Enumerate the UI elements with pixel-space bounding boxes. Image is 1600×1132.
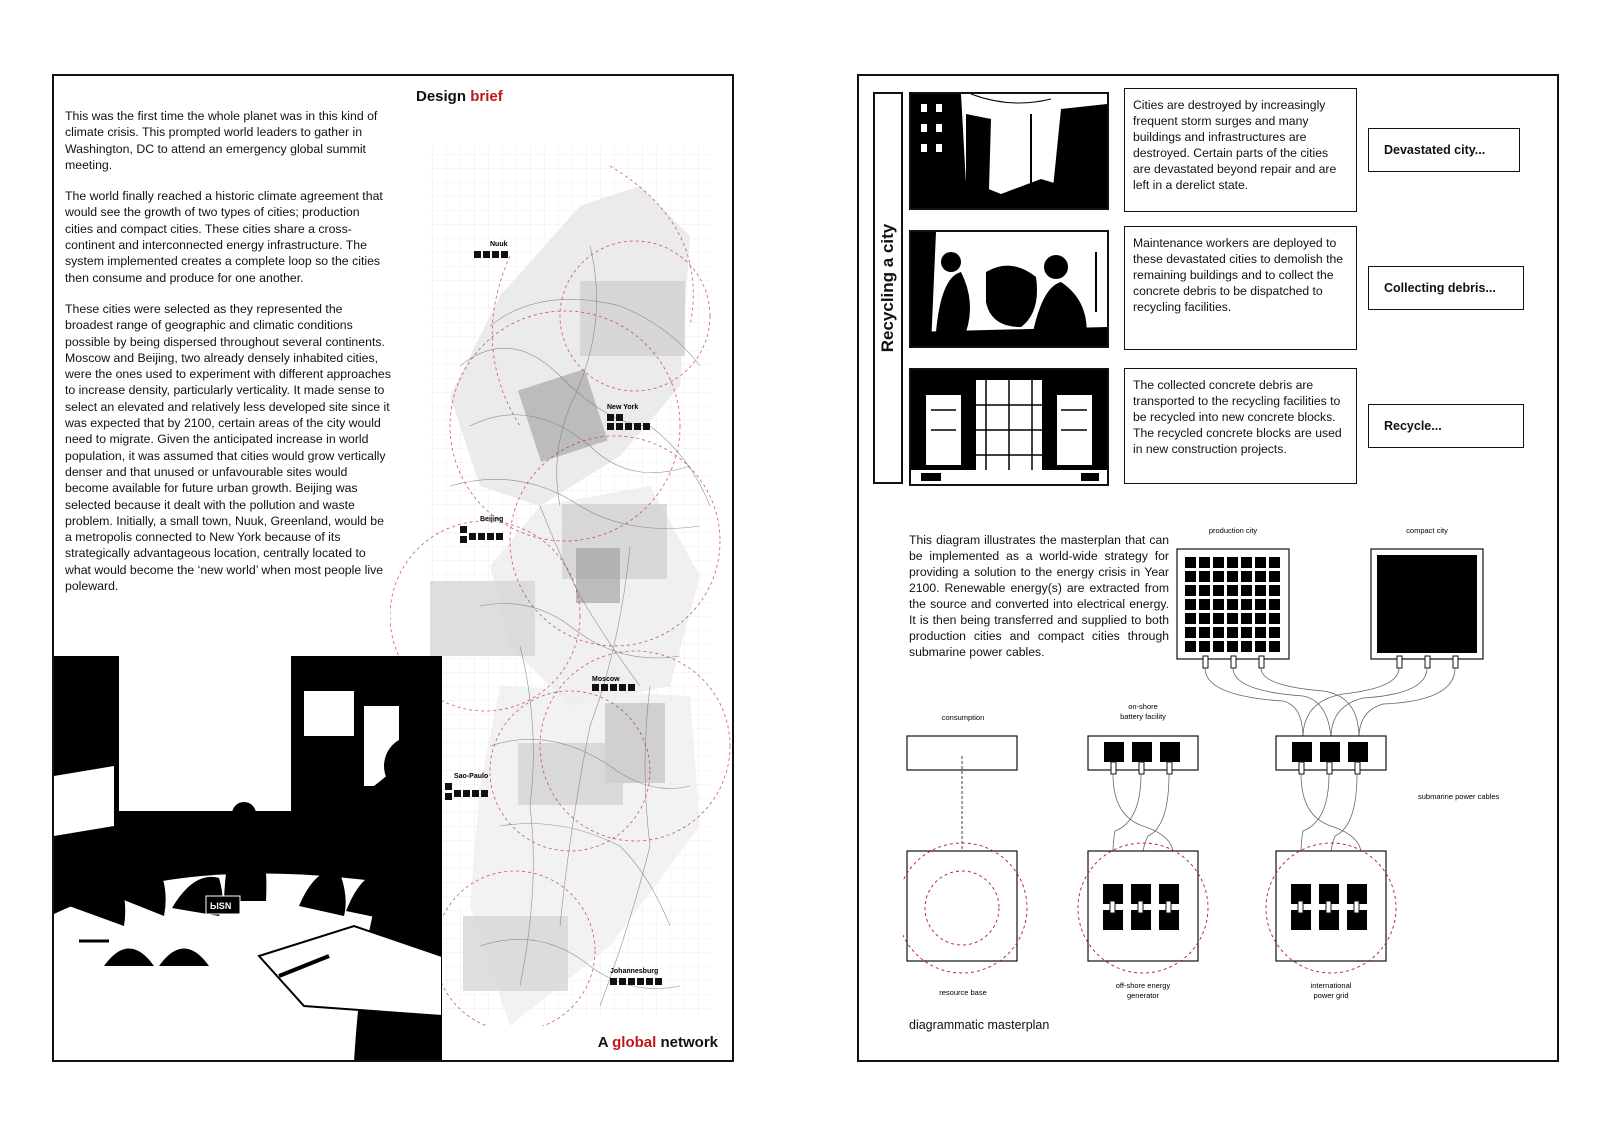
production-city-grid (1185, 557, 1280, 652)
recycle-facility-image (909, 368, 1109, 486)
submarine-cables-label: submarine power cables (1418, 792, 1500, 801)
resource-base-label: resource base (939, 988, 987, 997)
step-1-label: Devastated city... (1368, 128, 1520, 172)
title-word-a: A (597, 1034, 608, 1051)
compact-city-label: compact city (1406, 526, 1448, 535)
masterplan-description: This diagram illustrates the masterplan that can be implemented as a world-wide strategy for providing a solution to the energy crisis in Year 2100. Renewable energy(s) are extracted from the source and converted into electrical energy. It is then being transferred and supplied to both production cities and compact cities through submarine power cables. (909, 533, 1169, 659)
step-1-description: Cities are destroyed by increasingly frequent storm surges and many buildings and infrastructures are destroyed. Certain parts of the cities are devastated beyond repair and are left in a derelict state. (1124, 88, 1357, 212)
consumption-box (907, 736, 1017, 770)
brief-paragraph-1: This was the first time the whole planet was in this kind of climate crisis. This prompted world leaders to gather in Washington, DC to attend an emergency global summit meeting. (65, 109, 378, 172)
production-city-label: production city (1208, 526, 1258, 535)
step-3-description: The collected concrete debris are transported to the recycling facilities to be recycled into new concrete blocks. The recycled concrete blocks are used in new construction projects. (1124, 368, 1357, 484)
city-label-sao-paulo: Sao-Paulo (454, 773, 489, 780)
consumption-label: consumption (941, 713, 985, 722)
city-label-johannesburg: Johannesburg (610, 968, 659, 975)
masterplan-caption: diagrammatic masterplan (909, 1018, 1050, 1032)
step-2-description: Maintenance workers are deployed to these devastated cities to demolish the remaining buildings and to collect the concrete debris to be dispatched to recycling facilities. (1124, 226, 1357, 350)
collecting-debris-image (909, 230, 1109, 348)
step-2-label: Collecting debris... (1368, 266, 1524, 310)
city-label-moscow: Moscow (592, 676, 620, 683)
brief-paragraph-2: The world finally reached a historic climate agreement that would see the growth of two types of cities; production cities and compact cities. These cities share a cross-continent and interconnected energy infrastructure. The system implemented creates a complete loop so the cities then consume and produce for one another. (65, 189, 383, 285)
global-network-title (598, 1034, 718, 1051)
onshore-label-line1: on-shore (1128, 702, 1158, 711)
design-brief-title (416, 88, 503, 105)
onshore-label-line2: battery facility (1120, 712, 1166, 721)
grid-label-line2: power grid (1313, 991, 1349, 1000)
design-brief-panel (52, 74, 734, 1062)
recycling-panel (857, 74, 1559, 1062)
resource-base-box (907, 851, 1017, 961)
offshore-label-line1: off-shore energy (1115, 981, 1171, 990)
city-label-beijing: Beijing (480, 516, 504, 523)
offshore-label-line2: generator (1126, 991, 1160, 1000)
vertical-title-text: Recycling a city (878, 223, 897, 353)
meeting-name-sign: ЫSN (210, 901, 232, 911)
recycling-vertical-title (873, 92, 903, 484)
brief-paragraph-3: These cities were selected as they represented the broadest range of geographic and climatic conditions possible by being dispersed throughout several continents. Moscow and Beijing, two already densely inhabited cities, were the ones used to experiment with different approaches to increase density, particularly verticality. It made sense to select an elevated and relatively less developed site since it was expected that by 2100, certain areas of the city would need to migrate. Given the anticipated increase in world population, it was assumed that cities would grow vertically denser and that unused or unfavourable sites would become available for future urban growth. Beijing was selected because it dealt with the pollution and waste problem. Initially, a small town, Nuuk, Greenland, would be a metropolis connected to New York because of its strategically advantageous location, centrally located to what would become the ‘new world’ when most people live poleward. (65, 301, 391, 594)
title-word-design: Design (416, 88, 467, 105)
title-word-network: network (660, 1034, 718, 1051)
devastated-city-image (909, 92, 1109, 210)
step-3-label: Recycle... (1368, 404, 1524, 448)
grid-label-line1: international (1310, 981, 1352, 990)
masterplan-diagram (903, 516, 1553, 1061)
title-word-brief: brief (470, 88, 503, 105)
design-brief-text (65, 108, 391, 609)
summit-meeting-illustration (54, 656, 442, 1062)
title-word-global: global (612, 1034, 657, 1051)
city-label-new-york: New York (607, 404, 639, 411)
city-label-nuuk: Nuuk (490, 241, 508, 248)
